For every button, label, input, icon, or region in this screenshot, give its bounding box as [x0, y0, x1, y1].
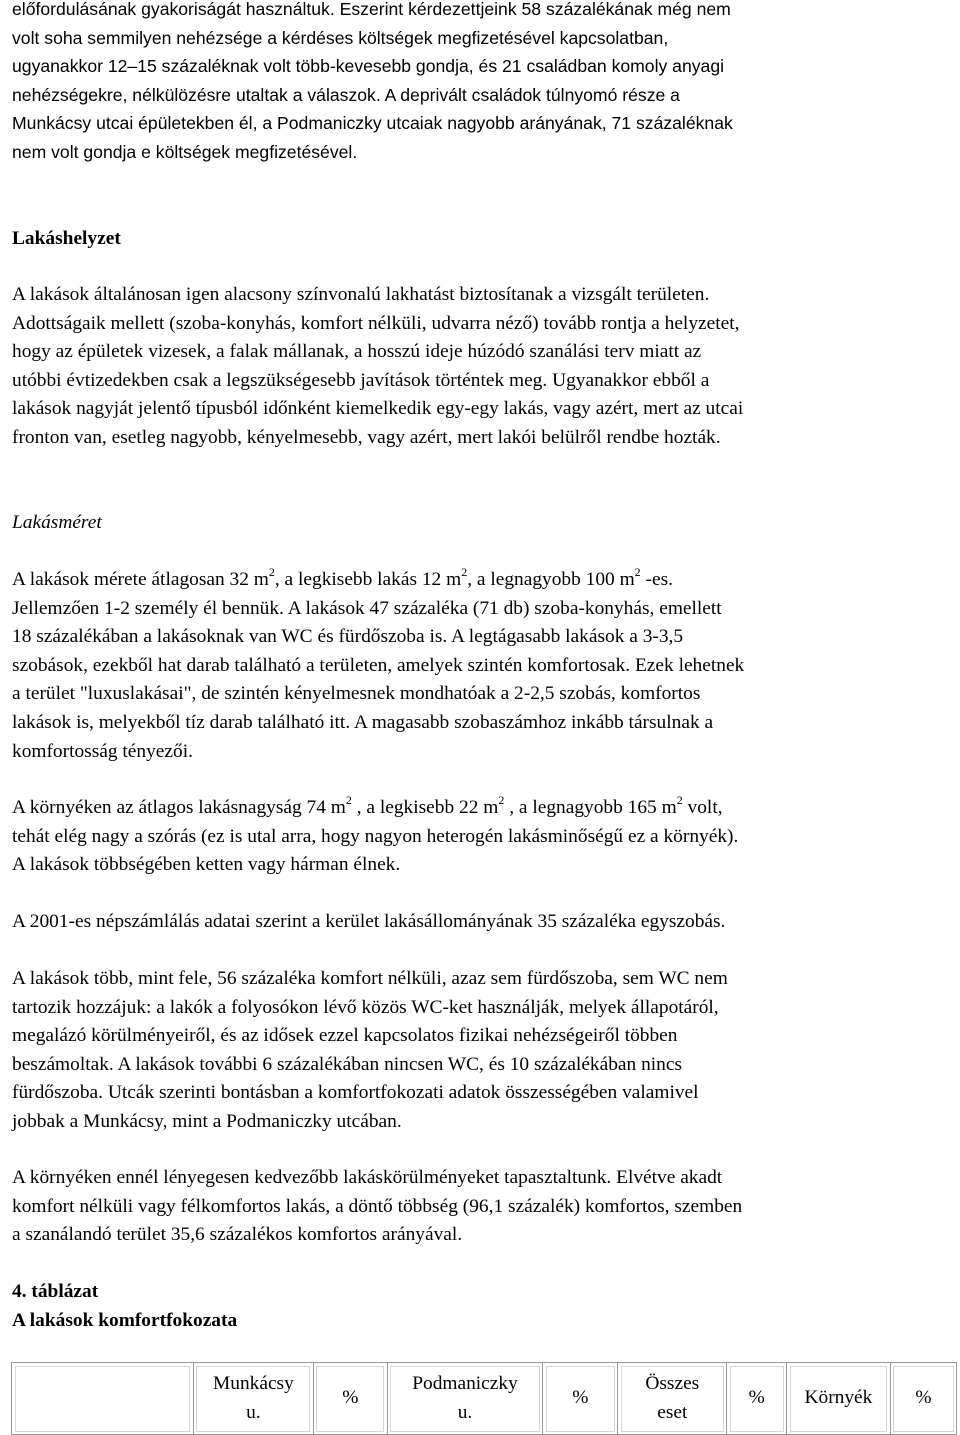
table-header-cell: %: [727, 1363, 787, 1435]
superscript: 2: [498, 792, 505, 807]
text-segment: , a legnagyobb 165 m: [504, 797, 677, 818]
text-segment: volt,: [682, 797, 723, 818]
table-header-cell: %: [313, 1363, 387, 1435]
text-segment: A lakások mérete átlagosan 32 m: [12, 569, 269, 590]
text-line: nehézségekre, nélkülözésre utaltak a válaszok. A deprivált családok túlnyomó része a: [12, 84, 680, 105]
text-line: előfordulásának gyakoriságát használtuk. Eszerint kérdezettjeink 58 százalékának még nem: [12, 0, 731, 19]
text-line: A lakások általánosan igen alacsony színvonalú lakhatást biztosítanak a vizsgált területen.: [12, 284, 710, 305]
text-line: [12, 794, 738, 823]
text-line: 18 százalékában a lakásoknak van WC és fürdőszoba is. A legtágasabb lakások a 3-3,5: [12, 626, 684, 648]
table-header-cell: %: [890, 1363, 956, 1435]
text-line: komfort nélküli vagy félkomfortos lakás, a döntő többség (96,1 százalék) komfortos, szemben: [12, 1195, 743, 1217]
text-line: [12, 566, 744, 595]
text-segment: A környéken az átlagos lakásnagyság 74 m: [12, 797, 346, 818]
text-line: megalázó körülményeiről, és az idősek ezzel kapcsolatos fizikai nehézségeiről többen: [12, 1025, 678, 1047]
superscript: 2: [461, 564, 468, 579]
text-line: a szanálandó terület 35,6 százalékos komfortos arányával.: [12, 1224, 463, 1246]
text-line: A környéken ennél lényegesen kedvezőbb lakáskörülményeket tapasztaltunk. Elvétve akadt: [12, 1167, 723, 1188]
section-heading-lakasmeret: Lakásméret: [12, 512, 102, 533]
superscript: 2: [268, 564, 275, 579]
text-line: a terület "luxuslakásai", de szintén kényelmesnek mondhatóak a 2-2,5 szobás, komfortos: [12, 683, 701, 705]
text-line: A lakások több, mint fele, 56 százaléka komfort nélküli, azaz sem fürdőszoba, sem WC nem: [12, 968, 728, 989]
section-heading-lakashelyzet: Lakáshelyzet: [12, 228, 121, 249]
table-caption: [12, 1278, 237, 1335]
superscript: 2: [676, 792, 683, 807]
text-line: Jellemzően 1-2 személy él bennük. A lakások 47 százaléka (71 db) szoba-konyhás, emellett: [12, 597, 722, 619]
table-header-cell: Összes eset: [618, 1363, 727, 1435]
table-title: A lakások komfortfokozata: [12, 1309, 238, 1331]
text-line: ugyanakkor 12–15 százaléknak volt több-kevesebb gondja, és 21 családban komoly anyagi: [12, 56, 725, 77]
text-line: Adottságaik mellett (szoba-konyhás, komfort nélküli, udvarra néző) tovább rontja a helyzetet,: [12, 312, 740, 334]
table-header-cell: [12, 1363, 194, 1435]
text-line: lakások nagyját jelentő típusból időnként kiemelkedik egy-egy lakás, vagy azért, mert az utcai: [12, 398, 744, 420]
text-line: tartozik hozzájuk: a lakók a folyosókon lévő közös WC-ket használják, melyek állapotáról,: [12, 996, 719, 1018]
table-number: 4. táblázat: [12, 1281, 99, 1302]
paragraph-census: A 2001-es népszámlálás adatai szerint a kerület lakásállományának 35 százaléka egyszobás.: [12, 911, 726, 932]
text-line: szobások, ezekből hat darab található a területen, amelyek szintén komfortosak. Ezek lehetnek: [12, 654, 745, 676]
comfort-table: [11, 1362, 957, 1435]
text-line: Munkácsy utcai épületekben él, a Podmaniczky utcaiak nagyobb arányának, 71 százaléknak: [12, 113, 733, 134]
text-segment: -es.: [640, 569, 673, 590]
paragraph-costs: [12, 0, 733, 167]
text-line: tehát elég nagy a szórás (ez is utal arra, hogy nagyon heterogén lakásminőségű ez a környék).: [12, 825, 739, 847]
table-header-cell: Környék: [787, 1363, 891, 1435]
table-header-row: [12, 1363, 957, 1435]
table-header-cell: %: [543, 1363, 618, 1435]
paragraph-flat-size: [12, 566, 744, 766]
text-line: lakások is, melyekből tíz darab található itt. A magasabb szobaszámhoz inkább társulnak a: [12, 711, 714, 733]
table-header-cell: Munkácsy u.: [193, 1363, 313, 1435]
text-line: hogy az épületek vizesek, a falak mállanak, a hosszú ideje húzódó szanálási terv miatt az: [12, 341, 702, 363]
superscript: 2: [634, 564, 641, 579]
text-line: A lakások többségében ketten vagy hárman élnek.: [12, 854, 401, 876]
text-line: fronton van, esetleg nagyobb, kényelmesebb, vagy azért, mert lakói belülről rendbe hozták.: [12, 426, 721, 448]
paragraph-neighbourhood-size: [12, 794, 738, 880]
text-line: komfortosság tényezői.: [12, 740, 193, 762]
text-line: fürdőszoba. Utcák szerinti bontásban a komfortfokozati adatok összességében valamivel: [12, 1082, 699, 1104]
text-line: volt soha semmilyen nehézsége a kérdéses költségek megfizetésével kapcsolatban,: [12, 27, 669, 48]
text-line: utóbbi évtizedekben csak a legszükségesebb javítások történtek meg. Ugyanakkor ebből a: [12, 369, 710, 391]
text-line: jobbak a Munkácsy, mint a Podmaniczky utcában.: [12, 1110, 402, 1132]
text-segment: , a legnagyobb 100 m: [467, 569, 635, 590]
paragraph-comfort: [12, 965, 728, 1137]
superscript: 2: [345, 792, 352, 807]
paragraph-neighbourhood-comfort: [12, 1164, 742, 1250]
text-segment: , a legkisebb 22 m: [351, 797, 499, 818]
text-segment: , a legkisebb lakás 12 m: [274, 569, 462, 590]
text-line: beszámoltak. A lakások további 6 százalékában nincsen WC, és 10 százalékában nincs: [12, 1053, 683, 1075]
table-header-cell: Podmaniczky u.: [387, 1363, 543, 1435]
text-line: nem volt gondja e költségek megfizetésével.: [12, 141, 358, 162]
paragraph-housing-situation: [12, 281, 743, 453]
